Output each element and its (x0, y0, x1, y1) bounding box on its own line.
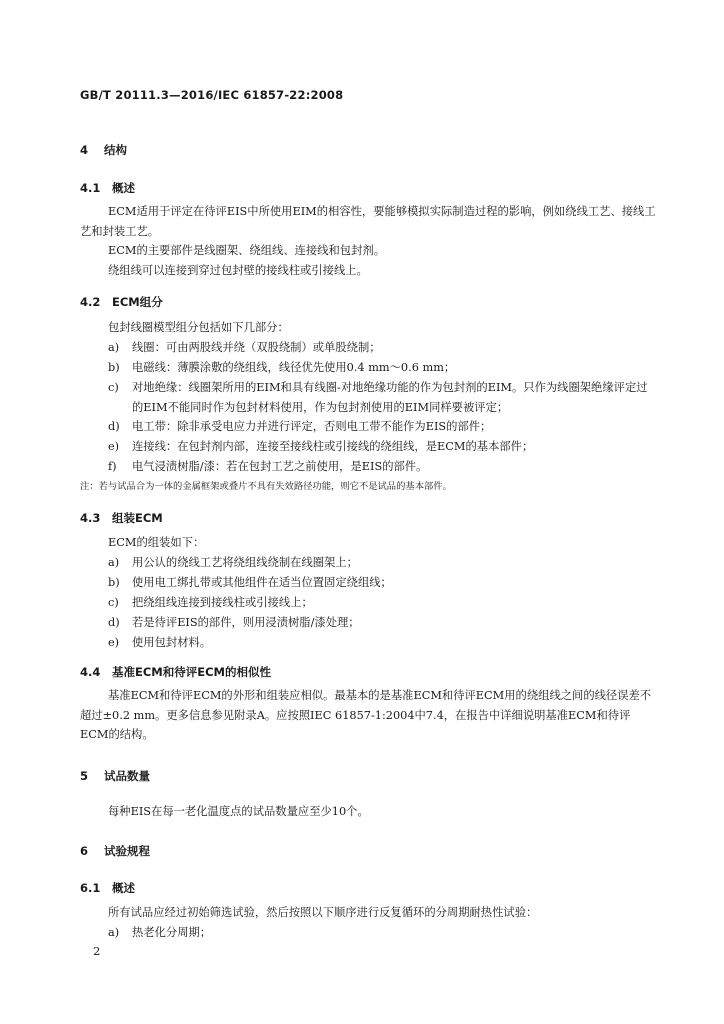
section-title: 试验规程 (104, 844, 150, 858)
section-title: 基准ECM和待评ECM的相似性 (112, 665, 271, 679)
paragraph: 每种EIS在每一老化温度点的试品数量应至少10个。 (108, 805, 369, 818)
list-text: 电工带：除非承受电应力并进行评定，否则电工带不能作为EIS的部件； (132, 420, 492, 433)
section-title: 结构 (104, 143, 127, 157)
section-number: 4.3 (80, 511, 101, 525)
list-text: 对地绝缘：线圈架所用的EIM和具有线圈-对地绝缘功能的作为包封剂的EIM。只作为线圈架绝缘评定过的EIM不能同时作为包封材料使用，作为包封剂使用的EIM同样要被评定； (132, 381, 648, 414)
list-text: 电磁线：薄膜涂敷的绕组线，线径优先使用0.4 mm～0.6 mm； (132, 361, 456, 374)
list-text: 用公认的绕线工艺将绕组线绕制在线圈架上； (132, 556, 358, 569)
section-number: 4.4 (80, 665, 101, 679)
list-marker: e) (108, 440, 120, 453)
section-title: 组装ECM (112, 511, 163, 525)
list-text: 线圈：可由两股线并绕（双股绕制）或单股绕制； (132, 341, 381, 354)
note: 注：若与试品合为一体的金属框架或叠片不具有失效路径功能，则它不是试品的基本部件。 (80, 481, 452, 492)
list-marker: b) (108, 576, 120, 589)
section-title: ECM组分 (112, 295, 163, 309)
paragraph: 基准ECM和待评ECM的外形和组装应相似。最基本的是基准ECM和待评ECM用的绕组线之间的线径误差不超过±0.2 mm。更多信息参见附录A。应按照IEC 61857-1:2004中7.4，在报告中详细说明基准ECM和待评ECM的结构。 (80, 689, 652, 741)
list-text: 把绕组线连接到接线柱或引接线上； (132, 596, 313, 609)
paragraph: 所有试品应经过初始筛选试验，然后按照以下顺序进行反复循环的分周期耐热性试验： (108, 906, 538, 919)
list-marker: d) (108, 420, 120, 433)
section-number: 6 (80, 844, 89, 858)
paragraph: ECM的主要部件是线圈架、绕组线、连接线和包封剂。 (108, 244, 385, 257)
section-4-heading (80, 142, 127, 158)
list-marker: c) (108, 596, 119, 609)
list-marker: d) (108, 616, 120, 629)
section-number: 4.1 (80, 181, 101, 195)
standard-header: GB/T 20111.3—2016/IEC 61857-22:2008 (80, 88, 344, 102)
list-text: 电气浸渍树脂/漆：若在包封工艺之前使用，是EIS的部件。 (132, 460, 428, 473)
paragraph: 绕组线可以连接到穿过包封壁的接线柱或引接线上。 (108, 264, 368, 277)
section-5-heading (80, 768, 150, 784)
page-number: 2 (93, 944, 101, 958)
list-marker: a) (108, 556, 120, 569)
list-text: 热老化分周期； (132, 926, 212, 939)
list-text: 使用包封材料。 (132, 636, 212, 649)
paragraph: ECM适用于评定在待评EIS中所使用EIM的相容性，要能够模拟实际制造过程的影响，例如绕线工艺、接线工艺和封装工艺。 (80, 205, 656, 238)
section-4-1-heading (80, 180, 135, 196)
section-4-2-heading (80, 294, 163, 310)
section-4-3-heading (80, 510, 163, 526)
list-text: 使用电工绑扎带或其他组件在适当位置固定绕组线； (132, 576, 392, 589)
list-marker: a) (108, 926, 120, 939)
section-number: 4 (80, 143, 89, 157)
section-title: 试品数量 (104, 769, 150, 783)
list-marker: a) (108, 341, 120, 354)
list-text: 若是待评EIS的部件，则用浸渍树脂/漆处理； (132, 616, 360, 629)
list-text: 连接线：在包封剂内部，连接至接线柱或引接线的绕组线，是ECM的基本部件； (132, 440, 534, 453)
list-marker: f) (108, 460, 117, 473)
section-number: 5 (80, 769, 89, 783)
section-title: 概述 (112, 181, 135, 195)
section-number: 6.1 (80, 881, 101, 895)
paragraph: ECM的组装如下： (108, 536, 205, 549)
section-number: 4.2 (80, 295, 101, 309)
paragraph: 包封线圈模型组分包括如下几部分： (108, 321, 289, 334)
list-marker: b) (108, 361, 120, 374)
list-marker: c) (108, 381, 119, 394)
list-marker: e) (108, 636, 120, 649)
section-4-4-heading (80, 664, 271, 680)
section-6-1-heading (80, 880, 135, 896)
section-6-heading (80, 843, 150, 859)
section-title: 概述 (112, 881, 135, 895)
